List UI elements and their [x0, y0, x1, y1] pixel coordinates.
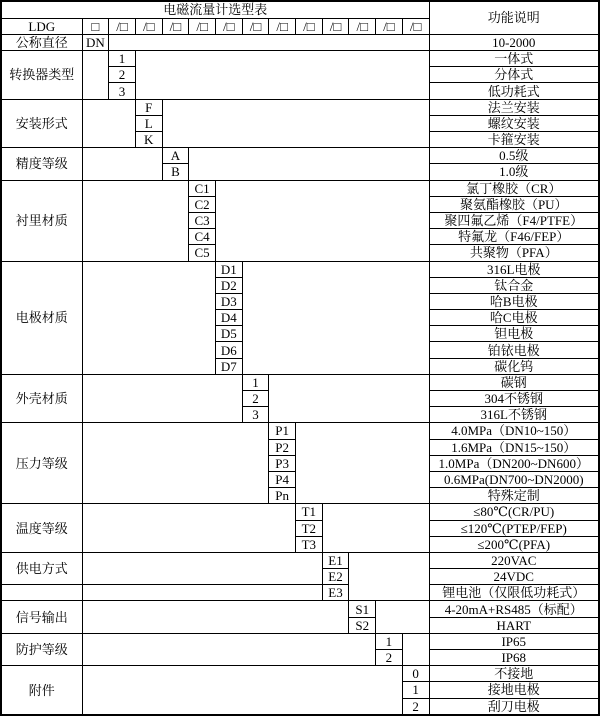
code-cell: T1	[296, 504, 323, 520]
code-cell: T2	[296, 520, 323, 536]
spacer-cell	[82, 423, 269, 504]
code-cell: DN	[82, 34, 109, 50]
table-row	[1, 423, 599, 439]
spacer-cell	[82, 633, 376, 665]
section-label: 转换器类型	[1, 51, 82, 100]
desc-cell: ≤120℃(PTEP/FEP)	[429, 520, 599, 536]
code-cell: T3	[296, 536, 323, 552]
desc-cell: 316L不锈钢	[429, 407, 599, 423]
code-cell: C3	[189, 212, 216, 228]
code-cell: P3	[269, 455, 296, 471]
code-cell: D4	[215, 310, 242, 326]
spacer-cell	[82, 180, 189, 261]
table-row	[1, 261, 599, 277]
section-label: 公称直径	[1, 34, 82, 50]
model-slot-cell: /□	[242, 18, 269, 34]
section-label: 防护等级	[1, 633, 82, 665]
code-cell: B	[162, 164, 189, 180]
spacer-cell	[296, 423, 430, 504]
desc-cell: 螺纹安装	[429, 115, 599, 131]
code-cell: K	[135, 132, 162, 148]
desc-cell: 低功耗式	[429, 83, 599, 99]
desc-cell: 一体式	[429, 51, 599, 67]
code-cell: 3	[109, 83, 136, 99]
section-label: 安装形式	[1, 99, 82, 148]
model-slot-cell: /□	[269, 18, 296, 34]
desc-cell: 接地电极	[429, 682, 599, 698]
table-row	[1, 1, 599, 18]
model-slot-cell: /□	[402, 18, 429, 34]
desc-cell: IP68	[429, 650, 599, 666]
model-slot-cell: /□	[376, 18, 403, 34]
desc-cell: 10-2000	[429, 34, 599, 50]
code-cell: E2	[322, 569, 349, 585]
spacer-cell	[82, 666, 402, 715]
desc-cell: 1.0级	[429, 164, 599, 180]
spacer-cell	[82, 99, 135, 148]
model-slot-cell: /□	[215, 18, 242, 34]
table-row	[1, 504, 599, 520]
desc-cell: 氯丁橡胶（CR）	[429, 180, 599, 196]
desc-cell: 220VAC	[429, 552, 599, 568]
desc-cell: 1.6MPa（DN15~150）	[429, 439, 599, 455]
code-cell: F	[135, 99, 162, 115]
code-cell: 2	[109, 67, 136, 83]
desc-cell: 法兰安装	[429, 99, 599, 115]
desc-cell: 0.6MPa(DN700~DN2000)	[429, 471, 599, 487]
code-cell: C2	[189, 196, 216, 212]
model-slot-cell: /□	[189, 18, 216, 34]
desc-cell: 共聚物（PFA）	[429, 245, 599, 261]
desc-cell: 哈C电极	[429, 310, 599, 326]
table-row	[1, 99, 599, 115]
model-box-cell: □	[82, 18, 109, 34]
code-cell: 1	[402, 682, 429, 698]
spacer-cell	[376, 601, 429, 633]
desc-cell: 钽电极	[429, 326, 599, 342]
section-label: 衬里材质	[1, 180, 82, 261]
code-cell: E3	[322, 585, 349, 601]
spacer-cell	[82, 261, 215, 374]
desc-cell: 刮刀电极	[429, 698, 599, 715]
spacer-cell	[109, 34, 429, 50]
code-cell: 1	[376, 633, 403, 649]
desc-cell: 24VDC	[429, 569, 599, 585]
spacer-cell	[82, 585, 322, 601]
empty-label-cell	[1, 585, 82, 601]
desc-cell: 碳钢	[429, 374, 599, 390]
desc-cell: 锂电池（仅限低功耗式）	[429, 585, 599, 601]
section-label: 电极材质	[1, 261, 82, 374]
desc-cell: 0.5级	[429, 148, 599, 164]
desc-cell: 4-20mA+RS485（标配）	[429, 601, 599, 617]
desc-cell: ≤80℃(CR/PU)	[429, 504, 599, 520]
code-cell: D6	[215, 342, 242, 358]
desc-cell: 特氟龙（F46/FEP）	[429, 229, 599, 245]
table-row	[1, 148, 599, 164]
model-prefix: LDG	[1, 18, 82, 34]
table-row	[1, 552, 599, 568]
desc-cell: 碳化钨	[429, 358, 599, 374]
desc-cell: 聚四氟乙烯（F4/PTFE）	[429, 212, 599, 228]
table-row	[1, 51, 599, 67]
table-row	[1, 374, 599, 390]
spacer-cell	[215, 180, 429, 261]
desc-cell: 卡箍安装	[429, 132, 599, 148]
code-cell: S1	[349, 601, 376, 617]
spacer-cell	[135, 51, 429, 100]
spacer-cell	[269, 374, 429, 423]
code-cell: C4	[189, 229, 216, 245]
code-cell: P4	[269, 471, 296, 487]
model-slot-cell: /□	[162, 18, 189, 34]
spacer-cell	[82, 504, 296, 553]
table-row	[1, 180, 599, 196]
table-row	[1, 633, 599, 649]
desc-cell: 特殊定制	[429, 488, 599, 504]
desc-cell: HART	[429, 617, 599, 633]
code-cell: D5	[215, 326, 242, 342]
desc-cell: 钛合金	[429, 277, 599, 293]
desc-cell: ≤200℃(PFA)	[429, 536, 599, 552]
spacer-cell	[349, 552, 429, 601]
code-cell: 0	[402, 666, 429, 682]
desc-cell: 4.0MPa（DN10~150）	[429, 423, 599, 439]
table-row	[1, 666, 599, 682]
code-cell: P2	[269, 439, 296, 455]
code-cell: D3	[215, 293, 242, 309]
desc-cell: 铂铱电极	[429, 342, 599, 358]
code-cell: D7	[215, 358, 242, 374]
code-cell: D1	[215, 261, 242, 277]
desc-cell: IP65	[429, 633, 599, 649]
code-cell: 2	[402, 698, 429, 715]
desc-cell: 不接地	[429, 666, 599, 682]
spacer-cell	[82, 374, 242, 423]
desc-cell: 1.0MPa（DN200~DN600）	[429, 455, 599, 471]
model-slot-cell: /□	[349, 18, 376, 34]
spacer-cell	[402, 633, 429, 665]
table-row	[1, 34, 599, 50]
spacer-cell	[82, 601, 349, 633]
code-cell: 3	[242, 407, 269, 423]
spacer-cell	[82, 51, 109, 100]
code-cell: 1	[242, 374, 269, 390]
table-title: 电磁流量计选型表	[1, 1, 429, 18]
model-slot-cell: /□	[296, 18, 323, 34]
desc-cell: 分体式	[429, 67, 599, 83]
model-slot-cell: /□	[322, 18, 349, 34]
spacer-cell	[322, 504, 429, 553]
section-label: 外壳材质	[1, 374, 82, 423]
section-label: 信号输出	[1, 601, 82, 633]
section-label: 附件	[1, 666, 82, 715]
function-description-header: 功能说明	[429, 1, 599, 34]
spacer-cell	[82, 148, 162, 180]
section-label: 温度等级	[1, 504, 82, 553]
code-cell: Pn	[269, 488, 296, 504]
table-row	[1, 585, 599, 601]
code-cell: P1	[269, 423, 296, 439]
code-cell: L	[135, 115, 162, 131]
spacer-cell	[242, 261, 429, 374]
code-cell: E1	[322, 552, 349, 568]
table-row	[1, 601, 599, 617]
code-cell: 2	[376, 650, 403, 666]
spacer-cell	[162, 99, 429, 148]
spacer-cell	[189, 148, 429, 180]
spacer-cell	[82, 552, 322, 584]
desc-cell: 哈B电极	[429, 293, 599, 309]
desc-cell: 304不锈钢	[429, 391, 599, 407]
code-cell: D2	[215, 277, 242, 293]
code-cell: 1	[109, 51, 136, 67]
code-cell: C5	[189, 245, 216, 261]
code-cell: A	[162, 148, 189, 164]
desc-cell: 316L电极	[429, 261, 599, 277]
model-slot-cell: /□	[135, 18, 162, 34]
model-slot-cell: /□	[109, 18, 136, 34]
section-label: 精度等级	[1, 148, 82, 180]
code-cell: C1	[189, 180, 216, 196]
code-cell: S2	[349, 617, 376, 633]
desc-cell: 聚氨酯橡胶（PU）	[429, 196, 599, 212]
code-cell: 2	[242, 391, 269, 407]
section-label: 压力等级	[1, 423, 82, 504]
section-label: 供电方式	[1, 552, 82, 584]
